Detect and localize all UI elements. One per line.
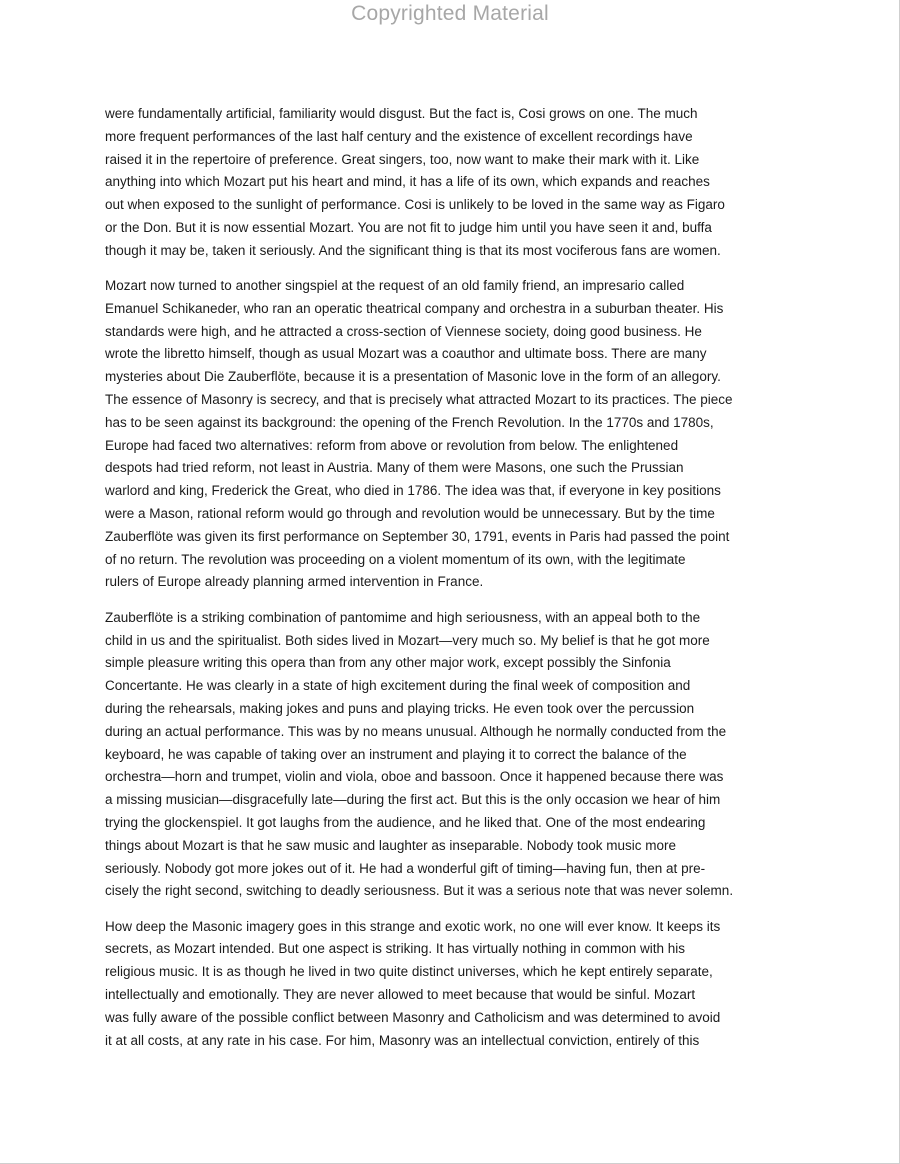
text-line: religious music. It is as though he lived in two quite distinct universes, which he kept entirely separate,: [105, 964, 713, 980]
text-line: it at all costs, at any rate in his case. For him, Masonry was an intellectual conviction, entirely of this: [105, 1032, 700, 1048]
text-line: more frequent performances of the last half century and the existence of excellent recordings have: [105, 128, 693, 144]
copyright-watermark: Copyrighted Material: [351, 2, 549, 25]
text-line: rulers of Europe already planning armed intervention in France.: [105, 574, 484, 590]
text-line: during an actual performance. This was by no means unusual. Although he normally conducted from the: [105, 723, 727, 739]
text-line: standards were high, and he attracted a cross-section of Viennese society, doing good business. He: [105, 323, 702, 339]
text-line: Mozart now turned to another singspiel at the request of an old family friend, an impresario called: [105, 278, 685, 294]
text-line: How deep the Masonic imagery goes in this strange and exotic work, no one will ever know. It keeps its: [105, 918, 721, 934]
text-line: Zauberflöte was given its first performance on September 30, 1791, events in Paris had passed the point: [105, 528, 730, 544]
text-line: keyboard, he was capable of taking over an instrument and playing it to correct the balance of the: [105, 746, 687, 762]
text-line: The essence of Masonry is secrecy, and that is precisely what attracted Mozart to its practices. The piece: [105, 392, 733, 408]
text-line: was fully aware of the possible conflict between Masonry and Catholicism and was determined to avoid: [105, 1009, 721, 1025]
paragraph-2: [105, 275, 795, 594]
text-line: out when exposed to the sunlight of performance. Cosi is unlikely to be loved in the same way as Figaro: [105, 197, 725, 213]
text-line: cisely the right second, switching to deadly seriousness. But it was a serious note that was never solemn.: [105, 883, 734, 899]
text-line: orchestra—horn and trumpet, violin and viola, oboe and bassoon. Once it happened because there was: [105, 769, 724, 785]
text-line: though it may be, taken it seriously. And the significant thing is that its most vociferous fans are women.: [105, 242, 721, 258]
text-line: anything into which Mozart put his heart and mind, it has a life of its own, which expands and reaches: [105, 174, 710, 190]
text-line: a missing musician—disgracefully late—during the first act. But this is the only occasion we hear of him: [105, 792, 721, 808]
text-line: raised it in the repertoire of preference. Great singers, too, now want to make their mark with it. Like: [105, 151, 700, 167]
paragraph-1: [105, 103, 795, 263]
body-text: [105, 103, 795, 1052]
text-line: Concertante. He was clearly in a state of high excitement during the final week of composition and: [105, 678, 691, 694]
text-line: secrets, as Mozart intended. But one aspect is striking. It has virtually nothing in common with his: [105, 941, 686, 957]
text-line: Europe had faced two alternatives: reform from above or revolution from below. The enlightened: [105, 437, 679, 453]
text-line: during the rehearsals, making jokes and puns and playing tricks. He even took over the percussion: [105, 700, 695, 716]
text-line: Zauberflöte is a striking combination of pantomime and high seriousness, with an appeal both to the: [105, 609, 701, 625]
text-line: Emanuel Schikaneder, who ran an operatic theatrical company and orchestra in a suburban theater. His: [105, 300, 724, 316]
text-line: intellectually and emotionally. They are never allowed to meet because that would be sinful. Mozart: [105, 986, 696, 1002]
text-line: simple pleasure writing this opera than from any other major work, except possibly the Sinfonia: [105, 655, 671, 671]
text-line: things about Mozart is that he saw music and laughter as inseparable. Nobody took music more: [105, 837, 677, 853]
text-line: or the Don. But it is now essential Mozart. You are not fit to judge him until you have seen it and, buffa: [105, 219, 712, 235]
text-line: seriously. Nobody got more jokes out of it. He had a wonderful gift of timing—having fun, then at pre-: [105, 860, 706, 876]
text-line: warlord and king, Frederick the Great, who died in 1786. The idea was that, if everyone in key positions: [105, 483, 721, 499]
text-line: of no return. The revolution was proceeding on a violent momentum of its own, with the legitimate: [105, 551, 686, 567]
text-line: despots had tried reform, not least in Austria. Many of them were Masons, one such the Prussian: [105, 460, 684, 476]
text-line: child in us and the spiritualist. Both sides lived in Mozart—very much so. My belief is that he got more: [105, 632, 710, 648]
paragraph-4: [105, 916, 795, 1053]
text-line: were fundamentally artificial, familiarity would disgust. But the fact is, Cosi grows on one. The much: [105, 106, 698, 121]
text-line: mysteries about Die Zauberflöte, because it is a presentation of Masonic love in the form of an allegory.: [105, 369, 721, 385]
text-line: were a Mason, rational reform would go through and revolution would be unnecessary. But by the time: [105, 506, 715, 522]
text-line: wrote the libretto himself, though as usual Mozart was a coauthor and ultimate boss. There are many: [105, 346, 707, 362]
text-line: has to be seen against its background: the opening of the French Revolution. In the 1770s and 1780s,: [105, 414, 714, 430]
text-line: trying the glockenspiel. It got laughs from the audience, and he liked that. One of the most endearing: [105, 814, 706, 830]
paragraph-3: [105, 607, 795, 903]
